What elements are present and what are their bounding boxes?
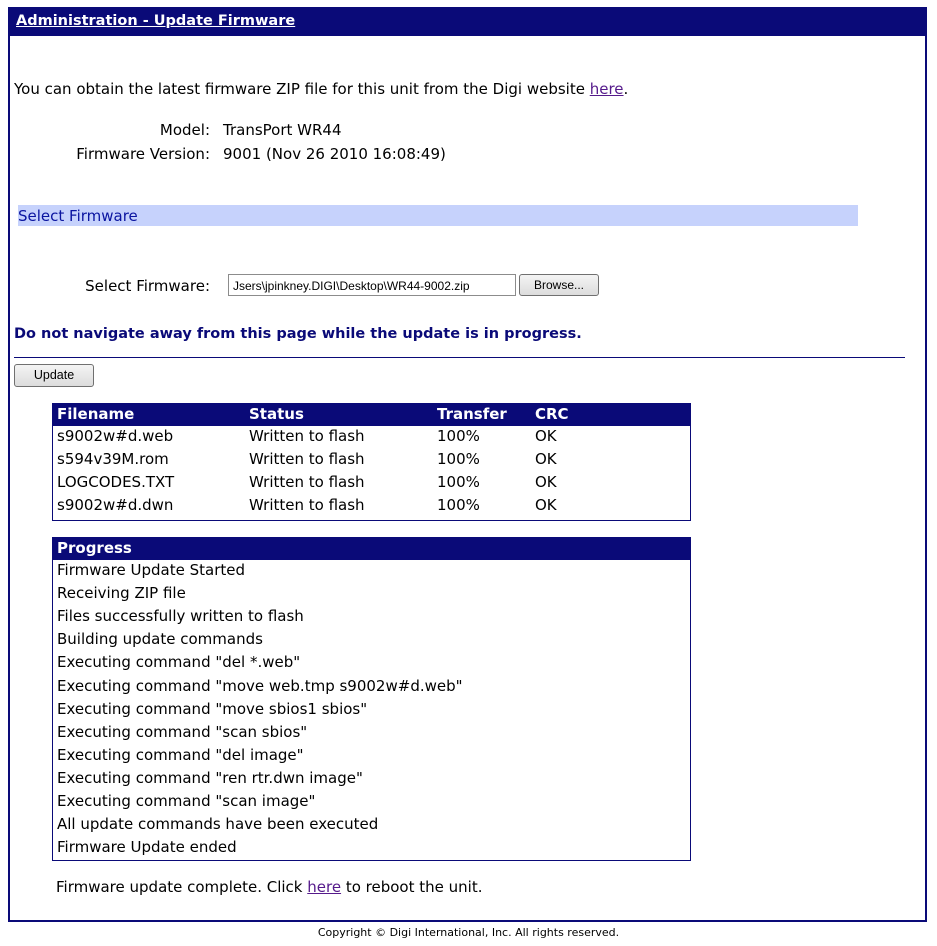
select-firmware-section-header: Select Firmware <box>18 205 858 226</box>
progress-line: Firmware Update Started <box>57 561 245 579</box>
progress-line: Executing command "scan sbios" <box>57 722 308 741</box>
model-value: TransPort WR44 <box>223 121 342 139</box>
copyright-footer: Copyright © Digi International, Inc. All rights reserved. <box>317 926 620 939</box>
progress-line: Files successfully written to flash <box>57 607 304 626</box>
crc-cell: OK <box>535 450 557 468</box>
files-table <box>52 403 691 521</box>
status-cell: Written to flash <box>249 427 365 445</box>
col-crc: CRC <box>535 405 569 423</box>
update-button[interactable]: Update <box>14 364 94 387</box>
table-row <box>53 427 690 450</box>
progress-table <box>52 537 691 861</box>
reboot-link[interactable]: here <box>307 878 342 896</box>
files-table-header <box>53 404 690 426</box>
crc-cell: OK <box>535 496 557 514</box>
filename-cell: s9002w#d.dwn <box>57 496 174 514</box>
progress-line: Executing command "move web.tmp s9002w#d.web" <box>57 676 463 695</box>
update-complete-message: Firmware update complete. Click here to reboot the unit. <box>56 878 483 896</box>
filename-cell: s594v39M.rom <box>57 450 169 468</box>
table-row <box>53 473 690 496</box>
title-bar <box>8 7 927 36</box>
table-row <box>53 496 690 519</box>
crc-cell: OK <box>535 473 557 491</box>
transfer-cell: 100% <box>437 473 480 491</box>
progress-line: Receiving ZIP file <box>57 584 186 603</box>
filename-cell: s9002w#d.web <box>57 427 174 445</box>
firmware-file-input[interactable]: Jsers\jpinkney.DIGI\Desktop\WR44-9002.zip <box>228 274 516 296</box>
col-transfer: Transfer <box>437 405 507 423</box>
navigation-warning: Do not navigate away from this page while the update is in progress. <box>14 326 582 342</box>
transfer-cell: 100% <box>437 427 480 445</box>
progress-line: Executing command "scan image" <box>57 792 316 810</box>
status-cell: Written to flash <box>249 473 365 491</box>
progress-line: All update commands have been executed <box>57 815 379 834</box>
progress-line: Executing command "del *.web" <box>57 653 301 672</box>
table-row <box>53 450 690 473</box>
firmware-version-value: 9001 (Nov 26 2010 16:08:49) <box>223 145 446 163</box>
filename-cell: LOGCODES.TXT <box>57 473 175 491</box>
transfer-cell: 100% <box>437 496 480 514</box>
progress-line: Building update commands <box>57 630 263 649</box>
firmware-version-label: Firmware Version: <box>76 145 210 163</box>
transfer-cell: 100% <box>437 450 480 468</box>
page-title[interactable]: Administration - Update Firmware <box>16 13 296 29</box>
status-cell: Written to flash <box>249 450 365 468</box>
content-frame <box>8 36 927 922</box>
browse-button[interactable]: Browse... <box>519 274 599 296</box>
progress-header: Progress <box>53 538 690 560</box>
crc-cell: OK <box>535 427 557 445</box>
progress-line: Executing command "del image" <box>57 745 304 764</box>
progress-line: Executing command "ren rtr.dwn image" <box>57 768 363 787</box>
intro-text: You can obtain the latest firmware ZIP file for this unit from the Digi website here. <box>14 80 629 98</box>
divider <box>14 357 905 358</box>
digi-website-link[interactable]: here <box>589 80 624 98</box>
select-firmware-label: Select Firmware: <box>85 277 210 295</box>
model-label: Model: <box>159 121 210 139</box>
progress-line: Executing command "move sbios1 sbios" <box>57 699 368 718</box>
progress-line: Firmware Update ended <box>57 838 237 857</box>
col-status: Status <box>249 405 304 423</box>
col-filename: Filename <box>57 405 135 423</box>
status-cell: Written to flash <box>249 496 365 514</box>
